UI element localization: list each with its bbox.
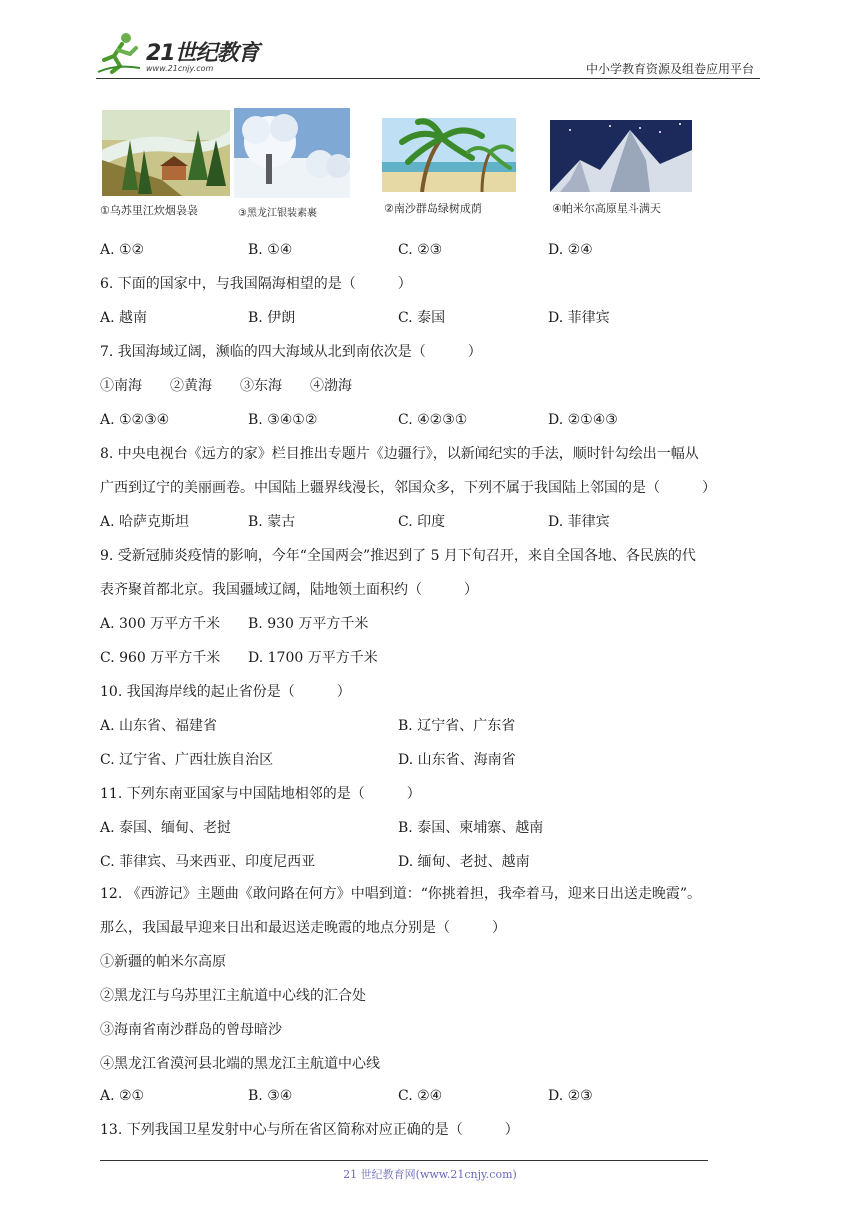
image-caption-2: ②南沙群岛绿树成荫 [384, 202, 482, 215]
question-12-item-4: ④黑龙江省漠河县北端的黑龙江主航道中心线 [100, 1056, 380, 1072]
q8-option-a[interactable]: A. 哈萨克斯坦 [100, 514, 190, 530]
q12-option-b[interactable]: B. ③④ [248, 1088, 293, 1104]
question-images [100, 108, 700, 220]
question-12-item-3: ③海南省南沙群岛的曾母暗沙 [100, 1022, 282, 1038]
question-10: 10. 我国海岸线的起止省份是（ ） [100, 684, 351, 700]
q6-option-a[interactable]: A. 越南 [100, 310, 148, 326]
q10-option-c[interactable]: C. 辽宁省、广西壮族自治区 [100, 752, 274, 768]
question-11: 11. 下列东南亚国家与中国陆地相邻的是（ ） [100, 786, 421, 802]
question-9-line1: 9. 受新冠肺炎疫情的影响，今年“全国两会”推迟到了 5 月下旬召开，来自全国各地、各民族的代 [100, 548, 696, 564]
question-12-line1: 12. 《西游记》主题曲《敢问路在何方》中唱到道：“你挑着担，我牵着马，迎来日出送走晚霞”。 [100, 886, 702, 902]
question-12-item-2: ②黑龙江与乌苏里江主航道中心线的汇合处 [100, 988, 366, 1004]
q8-option-c[interactable]: C. 印度 [398, 514, 446, 530]
wusuli-river-image [102, 110, 230, 196]
heilongjiang-snow-image [234, 108, 350, 198]
q12-option-d[interactable]: D. ②③ [548, 1088, 593, 1104]
runner-logo-icon [96, 30, 144, 76]
question-12-item-1: ①新疆的帕米尔高原 [100, 954, 226, 970]
q7-option-b[interactable]: B. ③④①② [248, 412, 318, 428]
q11-option-d[interactable]: D. 缅甸、老挝、越南 [398, 854, 530, 870]
q7-option-c[interactable]: C. ④②③① [398, 412, 468, 428]
question-7-items: ①南海 ②黄海 ③东海 ④渤海 [100, 378, 352, 394]
image-caption-3: ③黑龙江银装素裹 [238, 208, 317, 219]
q11-option-b[interactable]: B. 泰国、柬埔寨、越南 [398, 820, 544, 836]
q6-option-d[interactable]: D. 菲律宾 [548, 310, 610, 326]
q10-option-d[interactable]: D. 山东省、海南省 [398, 752, 516, 768]
site-logo [96, 30, 266, 76]
q5-option-d[interactable]: D. ②④ [548, 242, 593, 258]
q9-option-d[interactable]: D. 1700 万平方千米 [248, 650, 378, 666]
image-caption-1: ①乌苏里江炊烟袅袅 [100, 204, 198, 217]
q6-option-c[interactable]: C. 泰国 [398, 310, 446, 326]
question-6: 6. 下面的国家中，与我国隔海相望的是（ ） [100, 276, 412, 292]
q12-option-c[interactable]: C. ②④ [398, 1088, 443, 1104]
pamir-plateau-image [550, 120, 692, 192]
q5-option-a[interactable]: A. ①② [100, 242, 145, 258]
footer-divider [100, 1160, 708, 1161]
q11-option-a[interactable]: A. 泰国、缅甸、老挝 [100, 820, 232, 836]
header-divider [96, 78, 760, 79]
q8-option-d[interactable]: D. 菲律宾 [548, 514, 610, 530]
platform-label: 中小学教育资源及组卷应用平台 [585, 62, 754, 76]
q11-option-c[interactable]: C. 菲律宾、马来西亚、印度尼西亚 [100, 854, 316, 870]
q7-option-a[interactable]: A. ①②③④ [100, 412, 170, 428]
page-footer[interactable]: 21 世纪教育网(www.21cnjy.com) [343, 1168, 517, 1181]
logo-title: 21世纪教育 [146, 41, 259, 66]
q12-option-a[interactable]: A. ②① [100, 1088, 145, 1104]
question-7: 7. 我国海域辽阔，濒临的四大海域从北到南依次是（ ） [100, 344, 482, 360]
question-9-line2: 表齐聚首都北京。我国疆域辽阔，陆地领土面积约（ ） [100, 582, 478, 598]
q10-option-a[interactable]: A. 山东省、福建省 [100, 718, 218, 734]
q9-option-a[interactable]: A. 300 万平方千米 [100, 616, 221, 632]
q9-option-c[interactable]: C. 960 万平方千米 [100, 650, 221, 666]
q5-option-c[interactable]: C. ②③ [398, 242, 443, 258]
image-caption-4: ④帕米尔高原星斗满天 [552, 202, 661, 215]
page-header [96, 30, 760, 80]
q10-option-b[interactable]: B. 辽宁省、广东省 [398, 718, 516, 734]
question-12-line2: 那么，我国最早迎来日出和最迟送走晚霞的地点分别是（ ） [100, 920, 506, 936]
nansha-islands-image [382, 118, 516, 192]
question-8-line2: 广西到辽宁的美丽画卷。中国陆上疆界线漫长，邻国众多，下列不属于我国陆上邻国的是（ ） [100, 480, 716, 496]
q6-option-b[interactable]: B. 伊朗 [248, 310, 296, 326]
q9-option-b[interactable]: B. 930 万平方千米 [248, 616, 369, 632]
logo-url: www.21cnjy.com [146, 64, 214, 73]
question-13: 13. 下列我国卫星发射中心与所在省区简称对应正确的是（ ） [100, 1122, 519, 1138]
question-8-line1: 8. 中央电视台《远方的家》栏目推出专题片《边疆行》，以新闻纪实的手法，顺时针勾绘出一幅从 [100, 446, 699, 462]
q8-option-b[interactable]: B. 蒙古 [248, 514, 296, 530]
q5-option-b[interactable]: B. ①④ [248, 242, 293, 258]
q7-option-d[interactable]: D. ②①④③ [548, 412, 618, 428]
